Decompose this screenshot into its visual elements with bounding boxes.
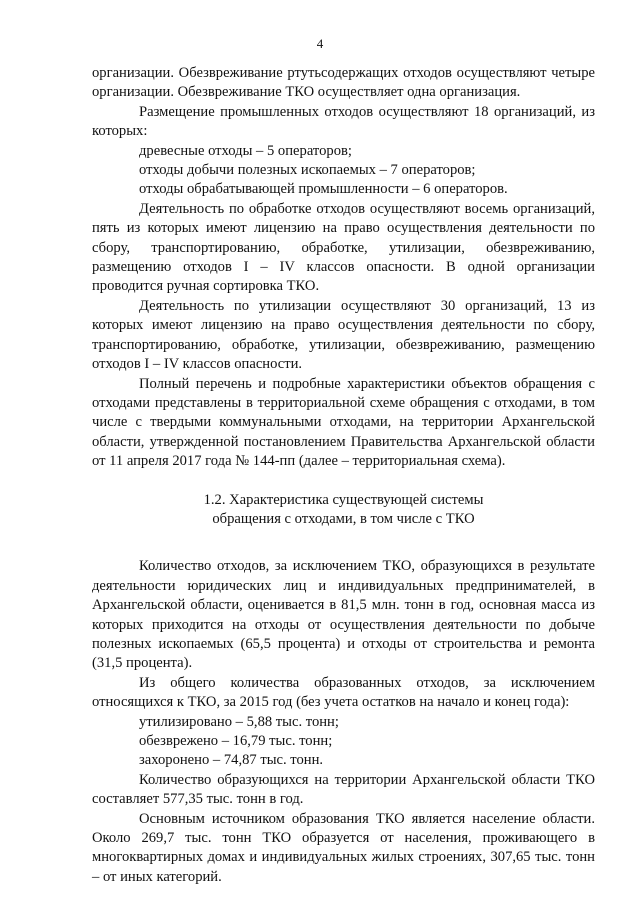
paragraph-tko-sources: Основным источником образования ТКО является население области. Около 269,7 тыс. тонн ТКО образуется от населения, проживающего в многоквартирных домах и индивидуальных жилых строениях, 307,65 тыс. тонн – от иных категорий. (92, 810, 595, 885)
list-item-wood-waste: древесные отходы – 5 операторов; (139, 142, 352, 159)
section-heading-line-1: 1.2. Характеристика существующей системы (203, 491, 484, 508)
paragraph-waste-volume: Количество отходов, за исключением ТКО, образующихся в результате деятельности юридических лиц и индивидуальных предпринимателей, в Архангельской области, оценивается в 81,5 млн. тонн в год, основная масса из которых приходится на отходы от осуществления деятельности по добыче полезных ископаемых (65,5 процента) и отходы от строительства и ремонта (31,5 процента). (92, 558, 595, 672)
spacer (92, 472, 595, 491)
paragraph-territorial-scheme: Полный перечень и подробные характеристики объектов обращения с отходами представлены в территориальной схеме обращения с отходами, в том числе с твердыми коммунальными отходами, на территории Архангельской области, утвержденной постановлением Правительства Архангельской области от 11 апреля 2017 года № 144-пп (далее – территориальная схема). (92, 375, 595, 470)
list-item-buried: захоронено – 74,87 тыс. тонн. (139, 752, 324, 769)
section-heading-line-2: обращения с отходами, в том числе с ТКО (212, 510, 475, 527)
list-item-manufacturing-waste: отходы обрабатывающей промышленности – 6 операторов. (139, 181, 508, 198)
paragraph-tko-amount: Количество образующихся на территории Архангельской области ТКО составляет 577,35 тыс. тонн в год. (92, 771, 595, 808)
list-item-neutralized: обезврежено – 16,79 тыс. тонн; (139, 733, 333, 749)
spacer (92, 529, 595, 557)
paragraph-processing: Деятельность по обработке отходов осуществляют восемь организаций, пять из которых имеют лицензию на право осуществления деятельности по сбору, транспортированию, обработке, утилизации, обезвреживанию, размещению отходов I – IV классов опасности. В одной организации проводится ручная сортировка ТКО. (92, 200, 595, 295)
paragraph-disposal-continuation: организации. Обезвреживание ртутьсодержащих отходов осуществляют четыре организации. Обезвреживание ТКО осуществляет одна организация. (92, 65, 595, 101)
list-item-mining-waste: отходы добычи полезных ископаемых – 7 операторов; (139, 162, 476, 179)
page-number: 4 (316, 36, 324, 51)
document-body (92, 64, 595, 887)
paragraph-industrial-placement: Размещение промышленных отходов осуществляют 18 организаций, из которых: (92, 103, 595, 140)
list-item-recycled: утилизировано – 5,88 тыс. тонн; (139, 713, 339, 730)
paragraph-recycling: Деятельность по утилизации осуществляют 30 организаций, 13 из которых имеют лицензию на право осуществления деятельности по сбору, транспортированию, обработке, утилизации, обезвреживанию, размещению отходов I – IV классов опасности. (92, 297, 595, 373)
paragraph-waste-totals-2015: Из общего количества образованных отходов, за исключением относящихся к ТКО, за 2015 год (без учета остатков на начало и конец года): (92, 674, 595, 711)
